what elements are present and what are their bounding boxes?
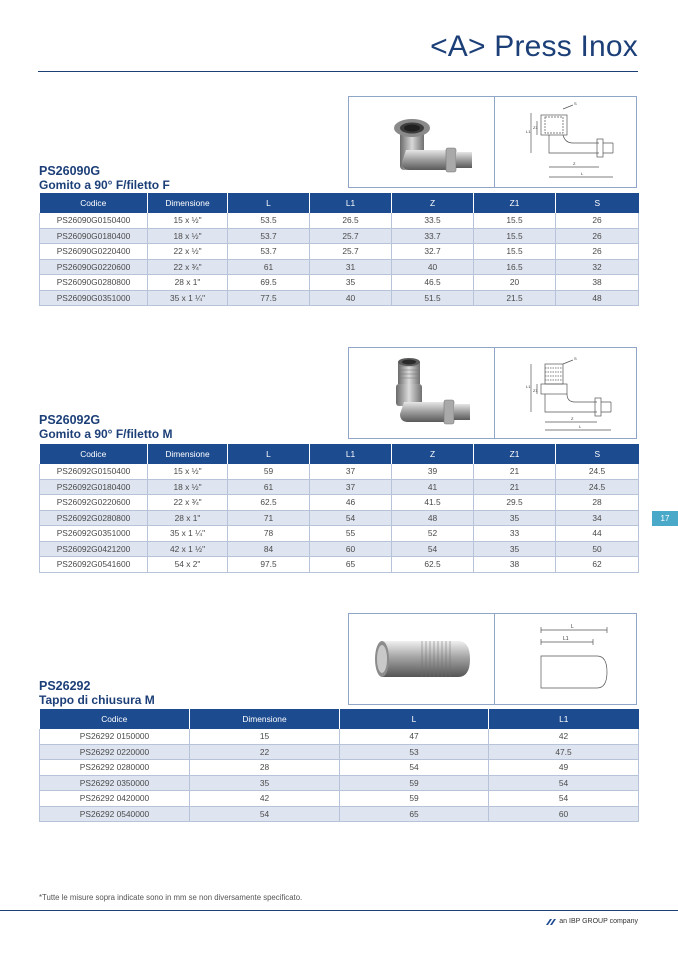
- table-cell: 33.7: [392, 228, 474, 244]
- table-cell: 18 x ½": [148, 228, 228, 244]
- table-cell: 42: [489, 729, 639, 744]
- table-row: [40, 213, 639, 228]
- table-cell: 41.5: [392, 495, 474, 511]
- table-cell: 62.5: [392, 557, 474, 573]
- product-image-box-2: [348, 347, 637, 439]
- table-cell: 39: [392, 464, 474, 479]
- technical-drawing-2: [495, 348, 636, 438]
- table-row: [40, 541, 639, 557]
- table-cell: 59: [340, 775, 489, 791]
- company-text: an IBP GROUP company: [559, 918, 638, 925]
- table-cell: 71: [228, 510, 310, 526]
- dim-label-z: Z: [572, 161, 575, 166]
- table-cell: 65: [340, 806, 489, 822]
- column-header: Z: [392, 444, 474, 464]
- product-code-cell: PS26092G0541600: [40, 557, 148, 573]
- table-cell: 97.5: [228, 557, 310, 573]
- technical-drawing-3: [495, 614, 636, 704]
- table-body: [40, 729, 639, 822]
- table-cell: 65: [310, 557, 392, 573]
- table-cell: 69.5: [228, 275, 310, 291]
- table-header-row: [40, 444, 639, 464]
- table-cell: 31: [310, 259, 392, 275]
- column-header: S: [556, 444, 639, 464]
- table-cell: 47.5: [489, 744, 639, 760]
- table-row: [40, 464, 639, 479]
- table-cell: 38: [556, 275, 639, 291]
- company-tagline: [546, 918, 638, 925]
- table-cell: 26: [556, 228, 639, 244]
- table-row: [40, 510, 639, 526]
- table-cell: 22 x ¾": [148, 259, 228, 275]
- table-cell: 52: [392, 526, 474, 542]
- table-row: [40, 729, 639, 744]
- table-body: [40, 464, 639, 572]
- table-cell: 15.5: [474, 244, 556, 260]
- table-cell: 46: [310, 495, 392, 511]
- table-cell: 15 x ½": [148, 464, 228, 479]
- table-cell: 55: [310, 526, 392, 542]
- table-row: [40, 290, 639, 306]
- table-cell: 35: [310, 275, 392, 291]
- table-cell: 46.5: [392, 275, 474, 291]
- table-cell: 35: [190, 775, 340, 791]
- product-photo-1: [349, 97, 495, 187]
- column-header: L: [228, 444, 310, 464]
- table-cell: 38: [474, 557, 556, 573]
- table-cell: 61: [228, 479, 310, 495]
- dim-label-l: L: [580, 171, 583, 176]
- product-code-cell: PS26292 0220000: [40, 744, 190, 760]
- table-cell: 28 x 1": [148, 510, 228, 526]
- table-cell: 62.5: [228, 495, 310, 511]
- column-header: L1: [489, 709, 639, 729]
- dim-label-l1: L1: [525, 384, 530, 389]
- product-name-1: Gomito a 90° F/filetto F: [39, 178, 170, 192]
- table-cell: 41: [392, 479, 474, 495]
- table-row: [40, 479, 639, 495]
- product-code-1: PS26090G: [39, 164, 101, 178]
- table-cell: 33.5: [392, 213, 474, 228]
- brand-title: <A> Press Inox: [430, 30, 638, 63]
- page-number-tab: 17: [652, 511, 678, 526]
- column-header: Z1: [474, 444, 556, 464]
- table-cell: 59: [228, 464, 310, 479]
- table-cell: 21: [474, 464, 556, 479]
- column-header: L1: [310, 193, 392, 213]
- table-row: [40, 806, 639, 822]
- table-cell: 53: [340, 744, 489, 760]
- product-code-cell: PS26292 0280000: [40, 760, 190, 776]
- product-code-cell: PS26090G0220600: [40, 259, 148, 275]
- table-cell: 26: [556, 244, 639, 260]
- dim-label-l1: L1: [525, 129, 530, 134]
- product-code-cell: PS26092G0351000: [40, 526, 148, 542]
- table-row: [40, 275, 639, 291]
- table-cell: 22 x ½": [148, 244, 228, 260]
- table-row: [40, 526, 639, 542]
- table-cell: 42: [190, 791, 340, 807]
- product-code-cell: PS26092G0180400: [40, 479, 148, 495]
- table-cell: 28 x 1": [148, 275, 228, 291]
- technical-drawing-1: [495, 97, 636, 187]
- column-header: S: [556, 193, 639, 213]
- column-header: L: [228, 193, 310, 213]
- spec-table-2: [39, 444, 639, 573]
- table-cell: 62: [556, 557, 639, 573]
- table-cell: 40: [392, 259, 474, 275]
- product-code-2: PS26092G: [39, 413, 101, 427]
- table-cell: 32.7: [392, 244, 474, 260]
- table-cell: 35: [474, 510, 556, 526]
- table-cell: 48: [556, 290, 639, 306]
- table-cell: 34: [556, 510, 639, 526]
- table-cell: 25.7: [310, 244, 392, 260]
- product-code-cell: PS26092G0280800: [40, 510, 148, 526]
- table-cell: 77.5: [228, 290, 310, 306]
- product-code-cell: PS26092G0421200: [40, 541, 148, 557]
- column-header: Dimensione: [148, 444, 228, 464]
- product-code-cell: PS26292 0420000: [40, 791, 190, 807]
- column-header: Codice: [40, 444, 148, 464]
- table-row: [40, 495, 639, 511]
- table-cell: 28: [190, 760, 340, 776]
- product-code-cell: PS26090G0220400: [40, 244, 148, 260]
- footer-divider: [0, 910, 678, 911]
- column-header: L1: [310, 444, 392, 464]
- product-photo-2: [349, 348, 495, 438]
- product-code-cell: PS26092G0220600: [40, 495, 148, 511]
- table-cell: 21.5: [474, 290, 556, 306]
- table-cell: 24.5: [556, 479, 639, 495]
- table-row: [40, 259, 639, 275]
- table-cell: 26: [556, 213, 639, 228]
- table-header-row: [40, 709, 639, 729]
- table-cell: 47: [340, 729, 489, 744]
- product-code-cell: PS26292 0150000: [40, 729, 190, 744]
- table-row: [40, 557, 639, 573]
- table-cell: 42 x 1 ½": [148, 541, 228, 557]
- footnote: *Tutte le misure sopra indicate sono in mm se non diversamente specificato.: [39, 893, 303, 902]
- table-cell: 28: [556, 495, 639, 511]
- table-cell: 35: [474, 541, 556, 557]
- column-header: Dimensione: [190, 709, 340, 729]
- table-cell: 35 x 1 ¼": [148, 290, 228, 306]
- header-divider: [38, 71, 638, 72]
- product-image-box-3: [348, 613, 637, 705]
- table-cell: 54: [190, 806, 340, 822]
- table-cell: 54: [489, 791, 639, 807]
- product-image-box-1: [348, 96, 637, 188]
- table-cell: 50: [556, 541, 639, 557]
- table-row: [40, 775, 639, 791]
- table-cell: 61: [228, 259, 310, 275]
- table-cell: 59: [340, 791, 489, 807]
- table-cell: 32: [556, 259, 639, 275]
- table-row: [40, 228, 639, 244]
- dim-label-l: L: [570, 624, 574, 630]
- table-cell: 15 x ½": [148, 213, 228, 228]
- table-cell: 35 x 1 ¼": [148, 526, 228, 542]
- product-name-3: Tappo di chiusura M: [39, 693, 155, 707]
- table-cell: 15.5: [474, 213, 556, 228]
- table-cell: 26.5: [310, 213, 392, 228]
- product-code-cell: PS26292 0540000: [40, 806, 190, 822]
- table-cell: 49: [489, 760, 639, 776]
- column-header: Dimensione: [148, 193, 228, 213]
- dim-label-l: L: [578, 424, 581, 429]
- column-header: Codice: [40, 193, 148, 213]
- table-cell: 16.5: [474, 259, 556, 275]
- table-row: [40, 791, 639, 807]
- table-cell: 37: [310, 479, 392, 495]
- table-cell: 44: [556, 526, 639, 542]
- table-cell: 53.7: [228, 244, 310, 260]
- table-cell: 54: [340, 760, 489, 776]
- table-cell: 22 x ¾": [148, 495, 228, 511]
- spec-table-1: [39, 193, 639, 306]
- column-header: L: [340, 709, 489, 729]
- product-code-cell: PS26092G0150400: [40, 464, 148, 479]
- table-cell: 20: [474, 275, 556, 291]
- dim-label-s: S: [573, 101, 577, 106]
- table-cell: 21: [474, 479, 556, 495]
- column-header: Z: [392, 193, 474, 213]
- table-cell: 18 x ½": [148, 479, 228, 495]
- dim-label-s: S: [573, 356, 577, 361]
- column-header: Z1: [474, 193, 556, 213]
- table-cell: 15: [190, 729, 340, 744]
- product-code-cell: PS26090G0150400: [40, 213, 148, 228]
- table-row: [40, 760, 639, 776]
- table-cell: 60: [310, 541, 392, 557]
- table-cell: 48: [392, 510, 474, 526]
- product-code-cell: PS26090G0351000: [40, 290, 148, 306]
- table-cell: 51.5: [392, 290, 474, 306]
- table-row: [40, 244, 639, 260]
- table-cell: 54: [310, 510, 392, 526]
- table-cell: 24.5: [556, 464, 639, 479]
- table-cell: 40: [310, 290, 392, 306]
- table-cell: 37: [310, 464, 392, 479]
- spec-table-3: [39, 709, 639, 822]
- table-row: [40, 744, 639, 760]
- table-cell: 29.5: [474, 495, 556, 511]
- column-header: Codice: [40, 709, 190, 729]
- table-cell: 53.5: [228, 213, 310, 228]
- table-cell: 53.7: [228, 228, 310, 244]
- table-cell: 84: [228, 541, 310, 557]
- table-cell: 22: [190, 744, 340, 760]
- table-cell: 78: [228, 526, 310, 542]
- dim-label-l1: L1: [562, 636, 569, 642]
- table-body: [40, 213, 639, 306]
- dim-label-z1: Z1: [532, 125, 538, 130]
- ibp-logo-icon: [546, 919, 556, 925]
- product-photo-3: [349, 614, 495, 704]
- product-code-3: PS26292: [39, 679, 91, 693]
- table-cell: 25.7: [310, 228, 392, 244]
- table-header-row: [40, 193, 639, 213]
- product-code-cell: PS26090G0280800: [40, 275, 148, 291]
- product-name-2: Gomito a 90° F/filetto M: [39, 427, 173, 441]
- dim-label-z: Z: [570, 416, 573, 421]
- table-cell: 60: [489, 806, 639, 822]
- table-cell: 15.5: [474, 228, 556, 244]
- product-code-cell: PS26292 0350000: [40, 775, 190, 791]
- table-cell: 54: [489, 775, 639, 791]
- product-code-cell: PS26090G0180400: [40, 228, 148, 244]
- table-cell: 54: [392, 541, 474, 557]
- table-cell: 33: [474, 526, 556, 542]
- dim-label-z1: Z1: [532, 388, 538, 393]
- table-cell: 54 x 2": [148, 557, 228, 573]
